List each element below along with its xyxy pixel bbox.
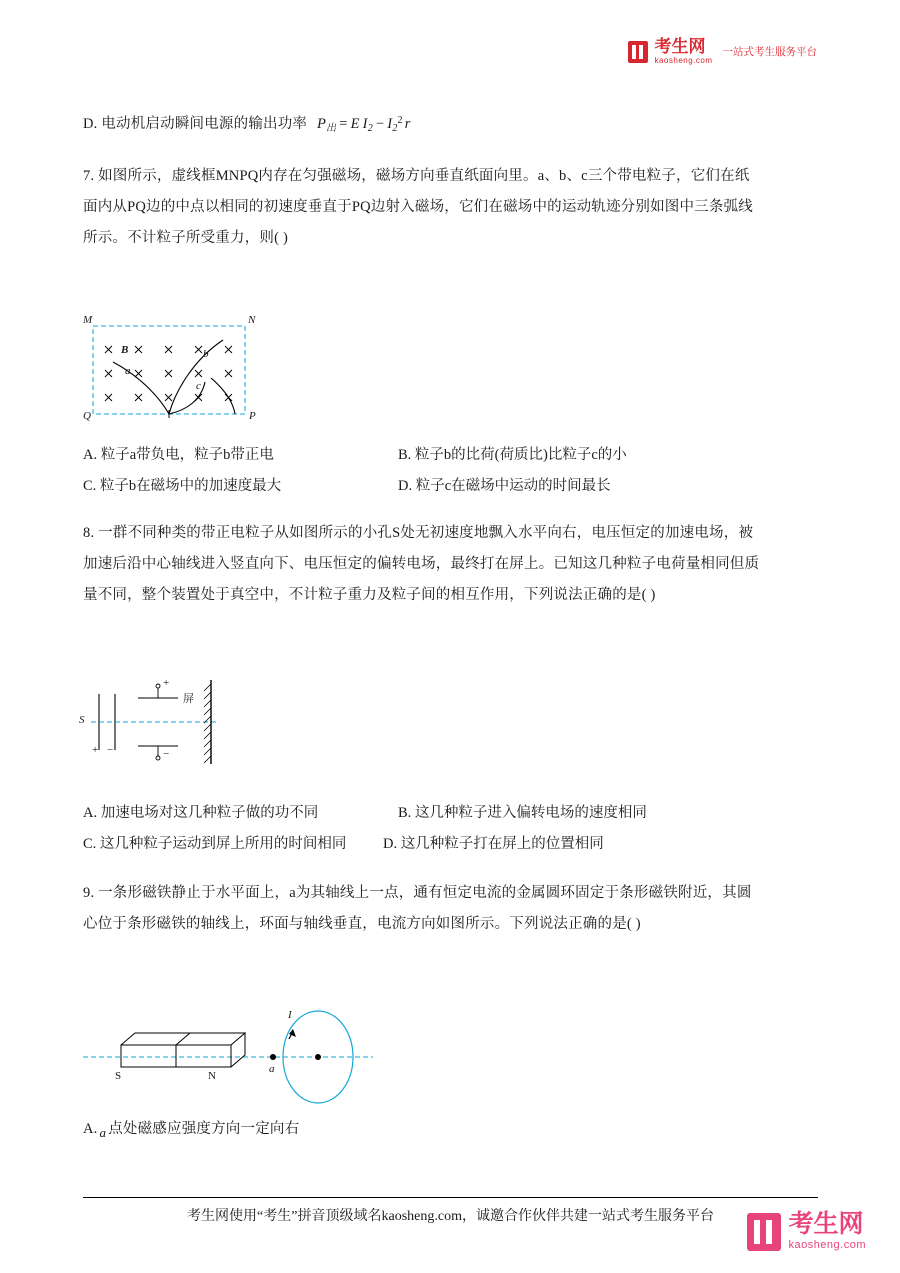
question-8-line-2: 加速后沿中心轴线进入竖直向下、电压恒定的偏转电场，最终打在屏上。已知这几种粒子电荷量相同但质	[83, 556, 760, 572]
footer-logo	[747, 1212, 866, 1251]
question-7-line-2: 面内从PQ边的中点以相同的初速度垂直于PQ边射入磁场，它们在磁场中的运动轨迹分别如图中三条弧线	[83, 199, 753, 215]
figure7-label-B: B	[121, 344, 129, 356]
figure8-label-screen: 屏	[183, 693, 194, 705]
figure7-label-P: P	[249, 410, 256, 422]
question-8-line-1: 8. 一群不同种类的带正电粒子从如图所示的小孔S处无初速度地飘入水平向右，电压恒定的加速电场，被	[83, 525, 754, 541]
footer-logo-domain: kaosheng.com	[788, 1239, 866, 1251]
footer-divider	[83, 1197, 818, 1198]
footer-logo-text	[788, 1212, 866, 1251]
question-9-line-1: 9. 一条形磁铁静止于水平面上，a为其轴线上一点，通有恒定电流的金属圆环固定于条形磁铁附近，其圆	[83, 885, 752, 901]
formula-I2: I	[362, 116, 368, 132]
question-7-line-3: 所示。不计粒子所受重力，则( )	[83, 230, 288, 246]
footer-logo-mark-icon	[747, 1213, 781, 1251]
q7-option-c: C. 粒子b在磁场中的加速度最大	[83, 478, 282, 494]
figure7-label-b: b	[203, 348, 209, 360]
figure8-label-plus-top: +	[163, 677, 170, 689]
page-header	[0, 38, 900, 78]
figure-8-svg	[83, 672, 313, 782]
formula-I2-sub: 2	[367, 123, 373, 134]
figure8-label-plus-left: +	[92, 744, 99, 756]
q7-option-d: D. 粒子c在磁场中运动的时间最长	[398, 478, 611, 494]
figure8-label-S: S	[79, 714, 85, 726]
q6-formula	[317, 116, 411, 132]
question-9-option-a	[83, 1113, 818, 1145]
q7-option-a: A. 粒子a带负电，粒子b带正电	[83, 447, 274, 463]
figure9-label-a: a	[269, 1063, 275, 1075]
formula-I: I	[387, 116, 393, 132]
question-7-figure	[83, 314, 283, 428]
figure-9-svg	[83, 995, 423, 1105]
figure7-label-a: a	[125, 365, 131, 377]
question-9-line-2: 心位于条形磁铁的轴线上，环面与轴线垂直，电流方向如图所示。下列说法正确的是( )	[83, 916, 641, 932]
figure9-label-N: N	[208, 1070, 216, 1082]
formula-P-sub: 出	[326, 123, 337, 134]
footer-note: 考生网使用“考生”拼音顶级域名kaosheng.com，诚邀合作伙伴共建一站式考生服务平台	[187, 1209, 714, 1224]
q8-option-a: A. 加速电场对这几种粒子做的功不同	[83, 805, 319, 821]
formula-eq: =	[339, 116, 348, 132]
formula-P: P	[316, 116, 327, 132]
formula-I-sub: 2	[392, 123, 398, 134]
logo-mark-icon	[628, 41, 648, 63]
formula-minus: −	[375, 116, 385, 132]
figure8-label-minus-left: −	[107, 744, 114, 756]
logo-slogan: 一站式考生服务平台	[722, 46, 817, 58]
q9-option-a-rest: 点处磁感应强度方向一定向右	[108, 1121, 300, 1137]
question-9-figure	[83, 995, 423, 1105]
q8-option-b: B. 这几种粒子进入偏转电场的速度相同	[398, 805, 647, 821]
q8-option-c: C. 这几种粒子运动到屏上所用的时间相同	[83, 836, 347, 852]
q6-option-d-text: D. 电动机启动瞬间电源的输出功率	[83, 116, 308, 132]
q8-option-d: D. 这几种粒子打在屏上的位置相同	[383, 836, 604, 852]
logo-title: 考生网	[654, 37, 706, 56]
footer-logo-title: 考生网	[788, 1210, 864, 1238]
figure7-label-c: c	[196, 380, 201, 392]
q7-option-b: B. 粒子b的比荷(荷质比)比粒子c的小	[398, 447, 627, 463]
figure7-label-Q: Q	[83, 410, 91, 422]
formula-r: r	[404, 116, 411, 132]
question-6-option-d	[83, 105, 818, 144]
question-7-line-1: 7. 如图所示，虚线框MNPQ内存在匀强磁场，磁场方向垂直纸面向里。a、b、c三个带电粒子，它们在纸	[83, 168, 750, 184]
question-8-figure	[79, 672, 313, 782]
logo-domain: kaosheng.com	[654, 56, 713, 65]
figure8-label-minus-bottom: −	[163, 748, 170, 760]
question-8-line-3: 量不同，整个装置处于真空中，不计粒子重力及粒子间的相互作用，下列说法正确的是( )	[83, 587, 656, 603]
q9-option-a-prefix: A.	[83, 1121, 98, 1137]
logo-text	[654, 38, 712, 65]
q9-option-a-italic: a	[99, 1125, 107, 1140]
figure9-label-S: S	[115, 1070, 122, 1082]
figure7-label-N: N	[248, 314, 256, 326]
formula-I-sup: 2	[397, 115, 403, 126]
kaosheng-logo	[628, 38, 817, 65]
figure7-label-M: M	[83, 314, 93, 326]
figure9-label-I: I	[288, 1009, 292, 1021]
formula-E: E	[350, 116, 360, 132]
